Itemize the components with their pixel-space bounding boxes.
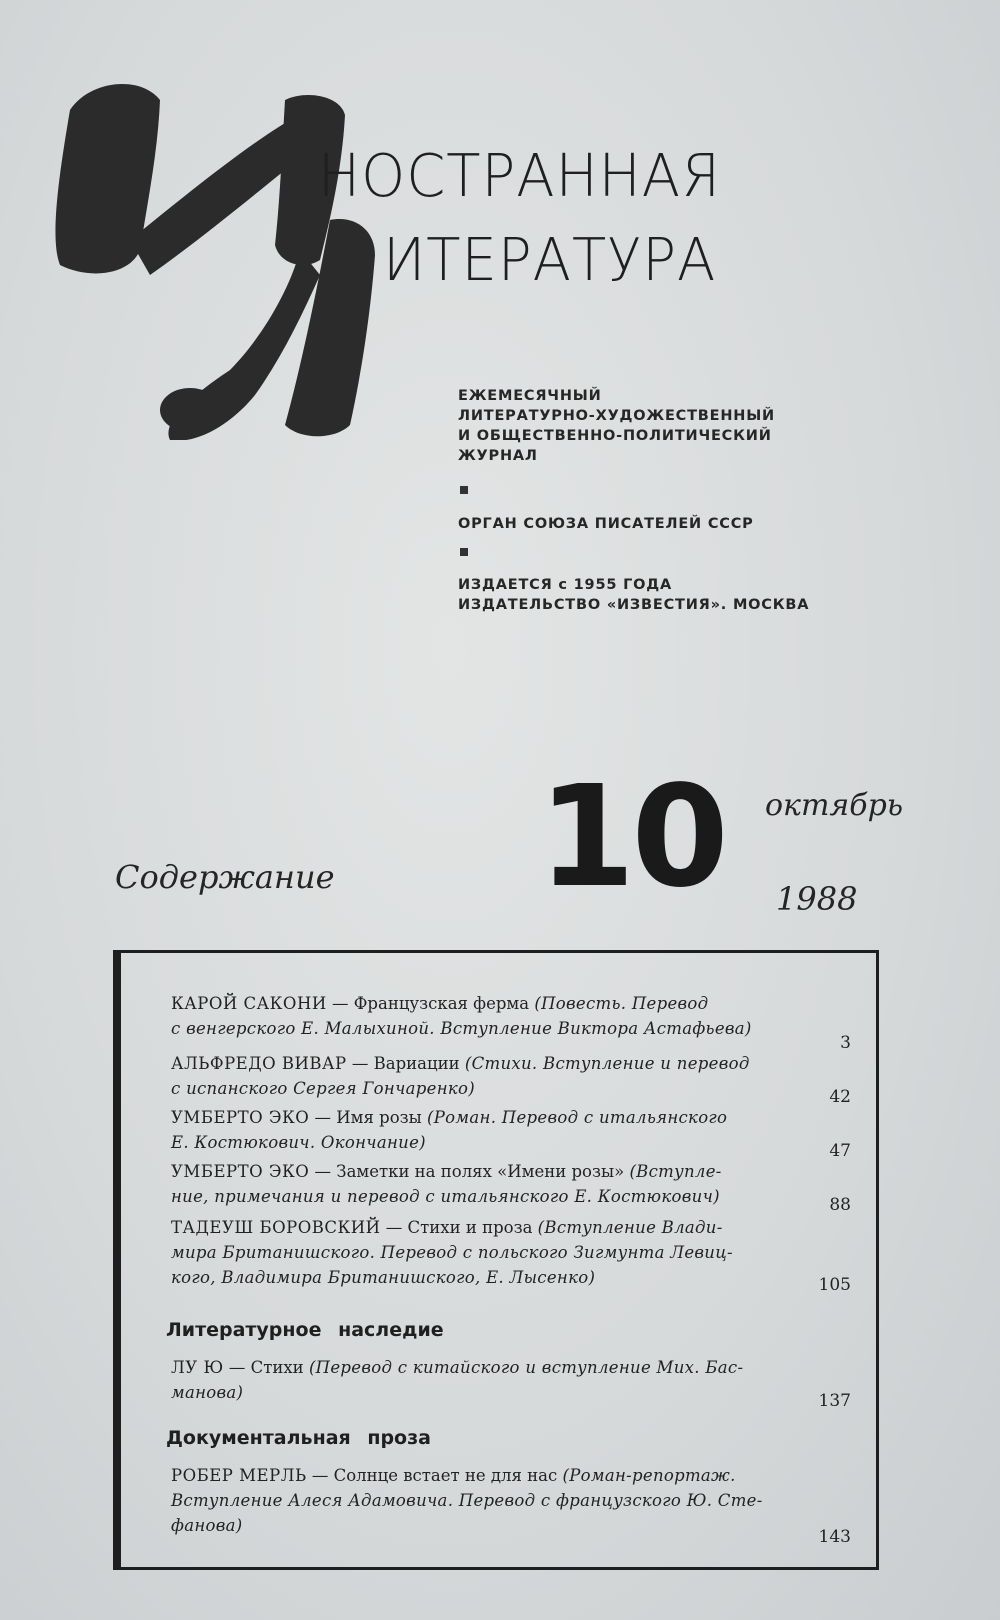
toc-page-number: 88	[829, 1195, 851, 1215]
toc-note: (Стихи. Вступление и перевод	[464, 1054, 750, 1073]
toc-note: Вступление Алеся Адамовича. Перевод с французского Ю. Сте-	[171, 1491, 763, 1510]
toc-note: (Повесть. Перевод	[534, 994, 709, 1013]
toc-page-number: 42	[829, 1087, 851, 1107]
toc-author: РОБЕР МЕРЛЬ	[171, 1466, 307, 1485]
description-block	[458, 386, 878, 466]
toc-title: — Заметки на полях «Имени розы»	[309, 1162, 630, 1181]
toc-author: КАРОЙ САКОНИ	[171, 994, 327, 1013]
toc-title: — Французская ферма	[326, 994, 535, 1013]
toc-page-number: 137	[818, 1391, 851, 1411]
section-heading-heritage: Литературное наследие	[166, 1319, 444, 1341]
toc-entry	[171, 1159, 791, 1209]
toc-entry	[171, 1051, 791, 1101]
bullet-marker	[460, 548, 468, 556]
toc-note: ние, примечания и перевод с итальянского Е. Костюкович)	[171, 1187, 720, 1206]
issue-year: 1988	[776, 880, 858, 918]
title-line-2: ИТЕРАТУРА	[383, 226, 717, 295]
toc-note: (Вступление Влади-	[537, 1218, 723, 1237]
toc-note: Е. Костюкович. Окончание)	[171, 1133, 426, 1152]
toc-title: — Вариации	[346, 1054, 465, 1073]
toc-note: (Роман-репортаж.	[562, 1466, 736, 1485]
toc-author: УМБЕРТО ЭКО	[171, 1108, 310, 1127]
toc-page-number: 143	[818, 1527, 851, 1547]
bullet-marker	[460, 486, 468, 494]
toc-author: АЛЬФРЕДО ВИВАР	[171, 1054, 347, 1073]
description-line: ЛИТЕРАТУРНО-ХУДОЖЕСТВЕННЫЙ	[458, 408, 775, 424]
title-line-1: НОСТРАННАЯ	[318, 142, 722, 211]
toc-author: УМБЕРТО ЭКО	[171, 1162, 310, 1181]
toc-entry	[171, 1355, 791, 1405]
toc-title: — Солнце встает не для нас	[306, 1466, 563, 1485]
toc-title: — Стихи	[223, 1358, 309, 1377]
toc-note: мира Британишского. Перевод с польского Зигмунта Левиц-	[171, 1243, 733, 1262]
toc-note: манова)	[171, 1383, 244, 1402]
toc-note: (Вступле-	[629, 1162, 722, 1181]
organ-text: ОРГАН СОЮЗА ПИСАТЕЛЕЙ СССР	[458, 516, 754, 532]
contents-heading: Содержание	[115, 858, 335, 896]
issue-number: 10	[538, 756, 725, 919]
toc-entry	[171, 1463, 791, 1538]
toc-note: фанова)	[171, 1516, 243, 1535]
toc-page-number: 47	[829, 1141, 851, 1161]
brush-logo	[30, 40, 390, 440]
publisher-name: ИЗДАТЕЛЬСТВО «ИЗВЕСТИЯ». МОСКВА	[458, 597, 810, 613]
toc-title: — Имя розы	[309, 1108, 428, 1127]
toc-note: (Перевод с китайского и вступление Мих. Бас-	[308, 1358, 744, 1377]
table-of-contents	[113, 950, 879, 1570]
toc-page-number: 105	[818, 1275, 851, 1295]
organ-line	[458, 514, 878, 534]
section-heading-documentary: Документальная проза	[166, 1427, 431, 1449]
toc-note: с испанского Сергея Гончаренко)	[171, 1079, 476, 1098]
toc-note: кого, Владимира Британишского, Е. Лысенко)	[171, 1268, 596, 1287]
toc-title: — Стихи и проза	[380, 1218, 538, 1237]
toc-entry	[171, 1215, 791, 1290]
publisher-block	[458, 575, 878, 615]
description-line: И ОБЩЕСТВЕННО-ПОЛИТИЧЕСКИЙ	[458, 428, 772, 444]
issue-month: октябрь	[765, 788, 904, 823]
toc-page-number: 3	[840, 1033, 851, 1053]
description-line: ЕЖЕМЕСЯЧНЫЙ	[458, 388, 602, 404]
toc-author: ЛУ Ю	[171, 1358, 224, 1377]
published-since: ИЗДАЕТСЯ с 1955 ГОДА	[458, 577, 672, 593]
toc-author: ТАДЕУШ БОРОВСКИЙ	[171, 1218, 381, 1237]
toc-entry	[171, 991, 791, 1041]
toc-note: (Роман. Перевод с итальянского	[427, 1108, 728, 1127]
toc-entry	[171, 1105, 791, 1155]
toc-note: с венгерского Е. Малыхиной. Вступление Виктора Астафьева)	[171, 1019, 752, 1038]
description-line: ЖУРНАЛ	[458, 448, 538, 464]
